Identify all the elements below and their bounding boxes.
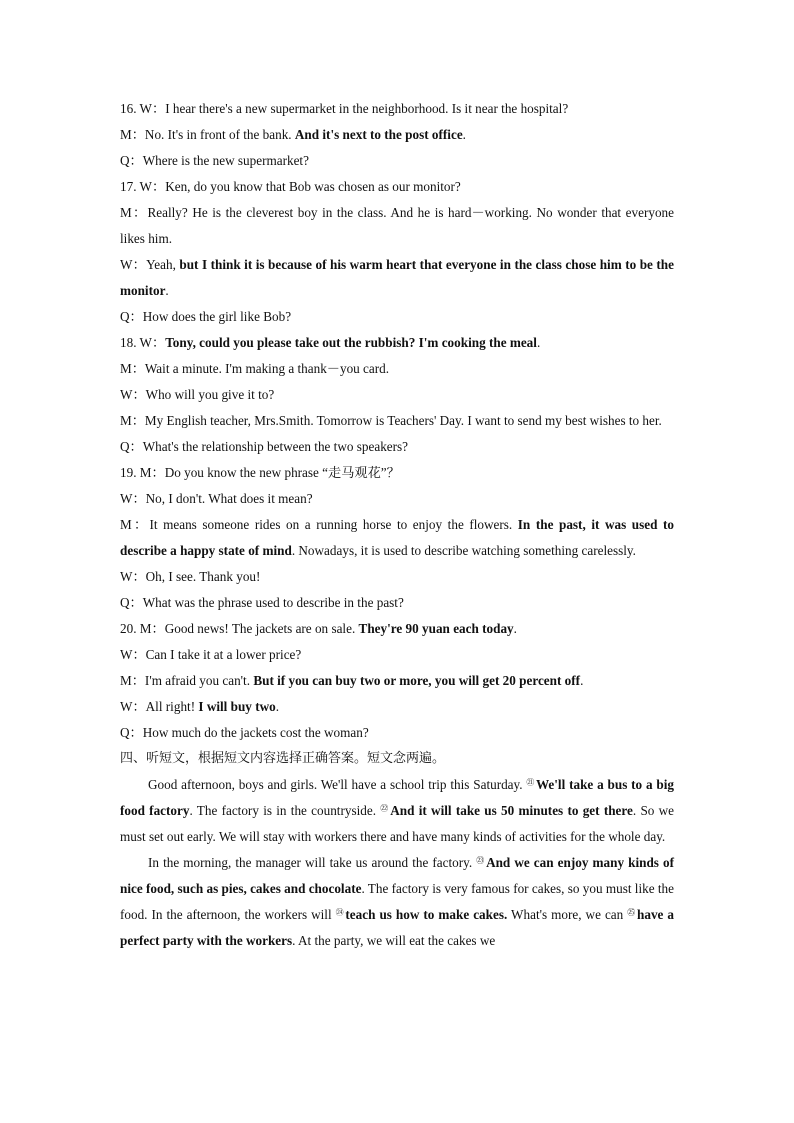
dialogue-19-line-3 [120, 564, 674, 590]
dialogue-19-line-2 [120, 512, 674, 564]
line-text: How does the girl like Bob? [142, 309, 292, 324]
dialogue-20-line-1 [120, 642, 674, 668]
line-text-after: . [513, 621, 517, 636]
dialogue-18-line-4 [120, 434, 674, 460]
speaker-label: W： [120, 699, 146, 714]
speaker-label: M： [120, 517, 150, 532]
line-text: What's the relationship between the two speakers? [142, 439, 409, 454]
line-text: I'm afraid you can't. [144, 673, 254, 688]
passage-p2 [120, 850, 674, 954]
speaker-label: W： [120, 257, 147, 272]
dialogue-20-line-3 [120, 694, 674, 720]
speaker-label: 19. M： [120, 465, 165, 480]
key-answer-text: And it will take us 50 minutes to get there [390, 803, 633, 818]
speaker-label: 18. W： [120, 335, 166, 350]
line-text: All right! [145, 699, 199, 714]
dialogue-20-line-0 [120, 616, 674, 642]
line-text-after: . [462, 127, 466, 142]
passage-text: What's more, we can [507, 907, 628, 922]
dialogue-19-line-1 [120, 486, 674, 512]
speaker-label: Q： [120, 439, 143, 454]
passage-text: . At the party, we will eat the cakes we [292, 933, 496, 948]
line-text: Where is the new supermarket? [142, 153, 309, 168]
question-number-marker: ㉕ [627, 908, 637, 917]
passage-p1 [120, 772, 674, 850]
key-answer-text: Tony, could you please take out the rubbish? I'm cooking the meal [165, 335, 537, 350]
question-number-marker: ㉒ [380, 804, 390, 813]
key-answer-text: But if you can buy two or more, you will get 20 percent off [253, 673, 581, 688]
speaker-label: W： [120, 569, 146, 584]
speaker-label: M： [120, 673, 145, 688]
line-text: My English teacher, Mrs.Smith. Tomorrow is Teachers' Day. I want to send my best wishes to her. [144, 413, 662, 428]
section-heading: 四、听短文，根据短文内容选择正确答案。短文念两遍。 [120, 751, 446, 766]
question-number-marker: ㉔ [335, 908, 345, 917]
line-text: What was the phrase used to describe in the past? [142, 595, 404, 610]
line-text: No. It's in front of the bank. [144, 127, 295, 142]
speaker-label: 16. W： [120, 101, 166, 116]
dialogue-19-line-0 [120, 460, 674, 486]
speaker-label: Q： [120, 725, 143, 740]
line-text: No, I don't. What does it mean? [145, 491, 313, 506]
passage-text: . The factory is in the countryside. [189, 803, 381, 818]
speaker-label: 17. W： [120, 179, 166, 194]
key-answer-text: We'll take a bus to a big food factory [120, 777, 674, 818]
line-text: Wait a minute. I'm making a thank－you card. [144, 361, 390, 376]
question-number-marker: ㉑ [526, 778, 535, 787]
speaker-label: Q： [120, 595, 143, 610]
passage-text: In the morning, the manager will take us around the factory. [148, 855, 477, 870]
dialogue-18-line-0 [120, 330, 674, 356]
line-text-after: . Nowadays, it is used to describe watching something carelessly. [291, 543, 636, 558]
dialogue-17-line-0 [120, 174, 674, 200]
line-text: It means someone rides on a running horse to enjoy the flowers. [149, 517, 518, 532]
line-text: Do you know the new phrase “走马观花”？ [164, 465, 400, 480]
key-answer-text: And it's next to the post office [294, 127, 463, 142]
dialogue-18-line-3 [120, 408, 674, 434]
key-answer-text: And we can enjoy many kinds of nice food, such as pies, cakes and chocolate [120, 855, 674, 896]
speaker-label: W： [120, 387, 146, 402]
line-text-after: . [536, 335, 541, 350]
speaker-label: M： [120, 413, 145, 428]
passage-text: . The factory is very famous for cakes, so you must like the food. In the afternoon, the workers will [120, 881, 674, 922]
passage-text: . So we must set out early. We will stay with workers there and have many kinds of activities for the whole day. [120, 803, 675, 844]
dialogue-17-line-3 [120, 304, 674, 330]
line-text-after: . [165, 283, 169, 298]
line-text: Yeah, [146, 257, 180, 272]
key-answer-text: I will buy two [198, 699, 276, 714]
speaker-label: Q： [120, 153, 143, 168]
speaker-label: M： [120, 127, 145, 142]
line-text: Good news! The jackets are on sale. [164, 621, 359, 636]
dialogue-18-line-2 [120, 382, 674, 408]
dialogue-16-line-1 [120, 122, 674, 148]
dialogue-19-line-4 [120, 590, 674, 616]
key-answer-text: In the past, it was used to describe a happy state of mind [120, 517, 674, 558]
question-number-marker: ㉓ [476, 856, 486, 865]
speaker-label: W： [120, 647, 146, 662]
dialogue-20-line-2 [120, 668, 674, 694]
dialogue-16-line-0 [120, 96, 674, 122]
line-text: Who will you give it to? [145, 387, 275, 402]
speaker-label: M： [120, 361, 145, 376]
dialogue-18-line-1 [120, 356, 674, 382]
speaker-label: Q： [120, 309, 143, 324]
dialogue-16-line-2 [120, 148, 674, 174]
line-text: Really? He is the cleverest boy in the class. And he is hard－working. No wonder that everyone likes him. [120, 205, 674, 246]
line-text-after: . [580, 673, 584, 688]
line-text: Can I take it at a lower price? [145, 647, 302, 662]
key-answer-text: have a perfect party with the workers [120, 907, 675, 948]
key-answer-text: teach us how to make cakes. [345, 907, 508, 922]
speaker-label: W： [120, 491, 146, 506]
speaker-label: M： [120, 205, 148, 220]
line-text-after: . [275, 699, 279, 714]
line-text: Ken, do you know that Bob was chosen as our monitor? [165, 179, 461, 194]
dialogue-20-line-4 [120, 720, 674, 746]
document-content [120, 96, 674, 954]
line-text: I hear there's a new supermarket in the neighborhood. Is it near the hospital? [165, 101, 569, 116]
key-answer-text: They're 90 yuan each today [358, 621, 514, 636]
speaker-label: 20. M： [120, 621, 165, 636]
line-text: Oh, I see. Thank you! [145, 569, 261, 584]
passage-text: Good afternoon, boys and girls. We'll have a school trip this Saturday. [148, 777, 527, 792]
dialogue-17-line-2 [120, 252, 674, 304]
line-text: How much do the jackets cost the woman? [142, 725, 369, 740]
key-answer-text: but I think it is because of his warm heart that everyone in the class chose him to be the monitor [120, 257, 674, 298]
dialogue-17-line-1 [120, 200, 674, 252]
